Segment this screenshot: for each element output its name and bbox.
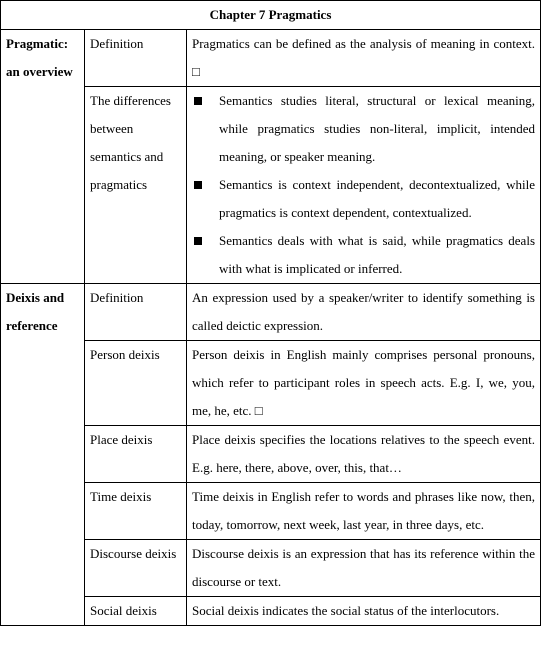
row-text-discourse-deixis: Discourse deixis is an expression that has its reference within the discourse or text.	[187, 540, 541, 597]
row-label-differences: The differences between semantics and pragmatics	[85, 87, 187, 284]
bullet-text: Semantics studies literal, structural or lexical meaning, while pragmatics studies non-literal, implicit, intended meaning, or speaker meaning.	[219, 93, 535, 164]
row-label-definition: Definition	[85, 30, 187, 87]
row-text-place-deixis: Place deixis specifies the locations relatives to the speech event. E.g. here, there, above, over, this, that…	[187, 426, 541, 483]
section-heading-deixis-reference: Deixis and reference	[1, 284, 85, 626]
row-label-discourse-deixis: Discourse deixis	[85, 540, 187, 597]
differences-list	[192, 87, 535, 283]
table-row	[1, 284, 541, 341]
table-title: Chapter 7 Pragmatics	[1, 1, 541, 30]
bullet-square-icon	[194, 237, 202, 245]
row-text-time-deixis: Time deixis in English refer to words and phrases like now, then, today, tomorrow, next week, last year, in three days, etc.	[187, 483, 541, 540]
list-item	[192, 171, 535, 227]
row-label-social-deixis: Social deixis	[85, 597, 187, 626]
row-label-definition: Definition	[85, 284, 187, 341]
bullet-square-icon	[194, 97, 202, 105]
list-item	[192, 87, 535, 171]
table-row	[1, 30, 541, 87]
title-row	[1, 1, 541, 30]
row-label-person-deixis: Person deixis	[85, 341, 187, 426]
row-text-definition: Pragmatics can be defined as the analysis of meaning in context. □	[187, 30, 541, 87]
row-label-time-deixis: Time deixis	[85, 483, 187, 540]
row-label-place-deixis: Place deixis	[85, 426, 187, 483]
list-item	[192, 227, 535, 283]
row-text-person-deixis: Person deixis in English mainly comprises personal pronouns, which refer to participant roles in speech acts. E.g. I, we, you, me, he, etc. □	[187, 341, 541, 426]
row-text-social-deixis: Social deixis indicates the social status of the interlocutors.	[187, 597, 541, 626]
differences-cell	[187, 87, 541, 284]
section-heading-pragmatic-overview: Pragmatic: an overview	[1, 30, 85, 284]
bullet-square-icon	[194, 181, 202, 189]
bullet-text: Semantics is context independent, decontextualized, while pragmatics is context dependent, contextualized.	[219, 177, 535, 220]
row-text-deixis-definition: An expression used by a speaker/writer to identify something is called deictic expression.	[187, 284, 541, 341]
bullet-text: Semantics deals with what is said, while pragmatics deals with what is implicated or inferred.	[219, 233, 535, 276]
